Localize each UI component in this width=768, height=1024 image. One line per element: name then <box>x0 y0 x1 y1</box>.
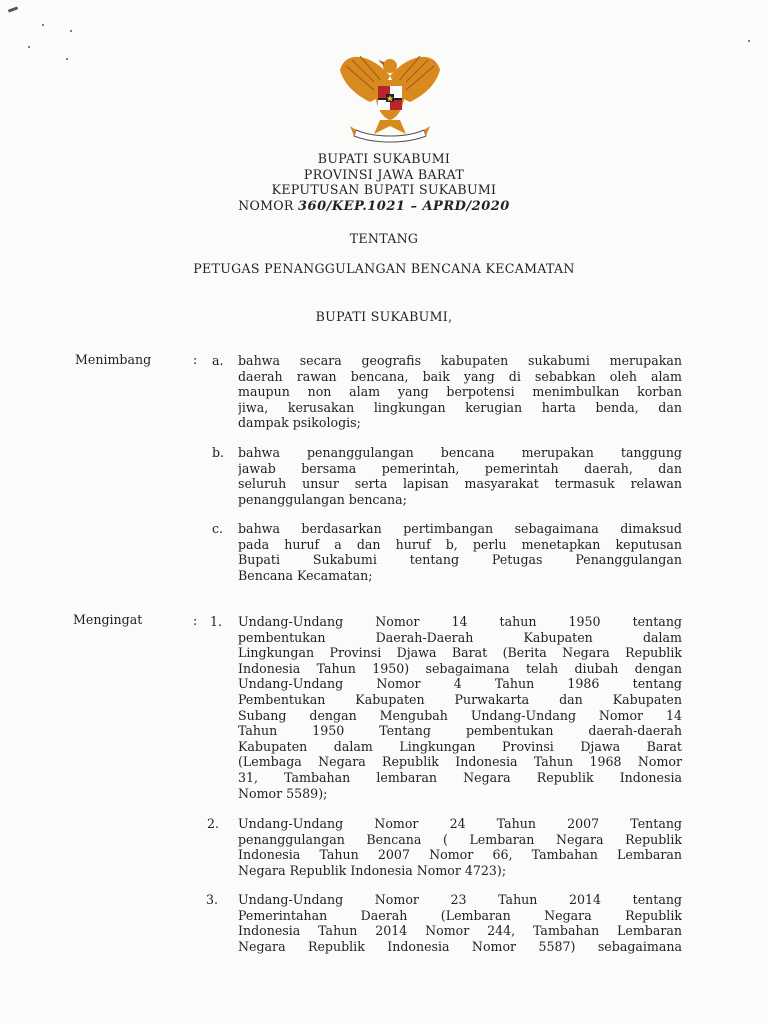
scan-speck <box>28 46 30 48</box>
text-line: maupun non alam yang berpotensi menimbulkan korban <box>238 384 682 400</box>
nomor-label: NOMOR <box>238 197 294 213</box>
text-line: 31, Tambahan lembaran Negara Republik Indonesia <box>238 769 682 785</box>
item-text <box>238 892 682 954</box>
text-line: Undang-Undang Nomor 4 Tahun 1986 tentang <box>238 676 682 692</box>
text-line: Pembentukan Kabupaten Purwakarta dan Kabupaten <box>238 691 682 707</box>
text-line: (Lembaga Negara Republik Indonesia Tahun 1968 Nomor <box>238 754 682 770</box>
text-line: Undang-Undang Nomor 14 tahun 1950 tentang <box>238 614 682 629</box>
item-marker: b. <box>212 445 225 460</box>
decree-number-line <box>0 198 758 215</box>
item-text <box>238 353 682 431</box>
item-text <box>238 445 682 507</box>
text-line: Nomor 5589); <box>238 785 328 801</box>
text-line: Indonesia Tahun 2014 Nomor 244, Tambahan Lembaran <box>238 923 682 939</box>
decree-subject: PETUGAS PENANGGULANGAN BENCANA KECAMATAN <box>193 261 575 276</box>
scan-speck <box>8 6 18 12</box>
text-line: Pemerintahan Daerah (Lembaran Negara Republik <box>238 907 682 923</box>
item-marker: 1. <box>210 614 223 629</box>
text-line: Undang-Undang Nomor 23 Tahun 2014 tentang <box>238 892 682 907</box>
tentang-heading: TENTANG <box>349 231 419 246</box>
text-line: jiwa, kerusakan lingkungan kerugian harta benda, dan <box>238 399 682 415</box>
text-line: Negara Republik Indonesia Nomor 4723); <box>238 862 507 878</box>
item-text <box>238 521 682 583</box>
text-line: penanggulangan Bencana ( Lembaran Negara Republik <box>238 831 682 847</box>
text-line: Indonesia Tahun 2007 Nomor 66, Tambahan Lembaran <box>238 847 682 863</box>
item-marker: a. <box>212 353 224 368</box>
preamble-issuer: BUPATI SUKABUMI, <box>315 309 453 324</box>
text-line: bahwa secara geografis kabupaten sukabumi merupakan <box>238 353 682 368</box>
scan-speck <box>42 24 44 26</box>
province-title: PROVINSI JAWA BARAT <box>303 166 465 182</box>
scan-speck <box>70 30 72 32</box>
text-line: Bencana Kecamatan; <box>238 567 373 583</box>
item-marker: 3. <box>206 892 219 907</box>
text-line: Lingkungan Provinsi Djawa Barat (Berita Negara Republik <box>238 645 682 661</box>
mengingat-colon: : <box>193 613 198 628</box>
text-line: bahwa penanggulangan bencana merupakan tanggung <box>238 445 682 460</box>
item-marker: 2. <box>207 816 220 831</box>
text-line: pada huruf a dan huruf b, perlu menetapkan keputusan <box>238 536 682 552</box>
text-line: seluruh unsur serta lapisan masyarakat termasuk relawan <box>238 476 682 492</box>
decree-title: KEPUTUSAN BUPATI SUKABUMI <box>271 182 497 197</box>
item-marker: c. <box>212 521 224 536</box>
text-line: penanggulangan bencana; <box>238 491 407 507</box>
text-line: Undang-Undang Nomor 24 Tahun 2007 Tentang <box>238 816 682 831</box>
item-text <box>238 614 682 801</box>
menimbang-label: Menimbang <box>75 352 152 367</box>
nomor-value: 360/KEP.1021 – APRD/2020 <box>298 198 510 214</box>
menimbang-colon: : <box>193 352 198 367</box>
text-line: Subang dengan Mengubah Undang-Undang Nomor 14 <box>238 707 682 723</box>
document-header <box>0 151 768 214</box>
text-line: bahwa berdasarkan pertimbangan sebagaimana dimaksud <box>238 521 682 536</box>
item-text <box>238 816 682 878</box>
text-line: daerah rawan bencana, baik yang di sebabkan oleh alam <box>238 368 682 384</box>
text-line: jawab bersama pemerintah, pemerintah daerah, dan <box>238 460 682 476</box>
text-line: dampak psikologis; <box>238 415 361 431</box>
text-line: pembentukan Daerah-Daerah Kabupaten dalam <box>238 629 682 645</box>
garuda-pancasila-emblem-icon <box>334 46 446 144</box>
text-line: Kabupaten dalam Lingkungan Provinsi Djawa Barat <box>238 738 682 754</box>
scan-speck <box>66 58 68 60</box>
text-line: Tahun 1950 Tentang pembentukan daerah-daerah <box>238 723 682 739</box>
text-line: Bupati Sukabumi tentang Petugas Penanggulangan <box>238 552 682 568</box>
scan-speck <box>748 40 750 42</box>
text-line: Indonesia Tahun 1950) sebagaimana telah diubah dengan <box>238 660 682 676</box>
text-line: Negara Republik Indonesia Nomor 5587) sebagaimana <box>238 938 682 954</box>
mengingat-label: Mengingat <box>73 612 143 627</box>
issuer-title: BUPATI SUKABUMI <box>317 151 451 166</box>
